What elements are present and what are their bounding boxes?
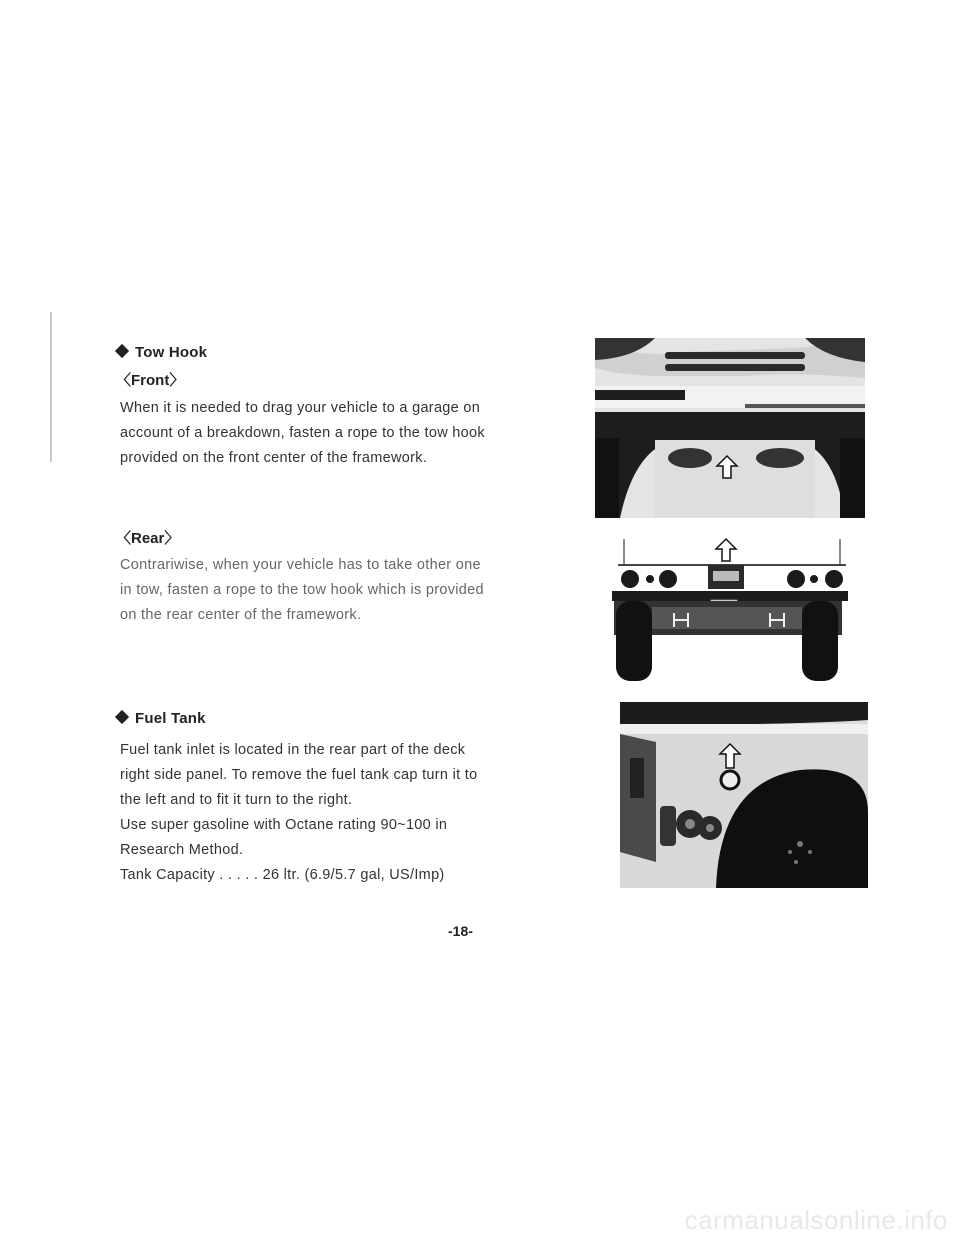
diamond-bullet-icon [115, 710, 129, 724]
fuel-line: Use super gasoline with Octane rating 90~100 in [120, 817, 448, 833]
front-line: provided on the front center of the framework. [120, 450, 428, 466]
front-line: When it is needed to drag your vehicle to a garage on [120, 400, 481, 416]
tow-hook-title: Tow Hook [135, 344, 208, 361]
page-number: -18- [448, 923, 473, 939]
front-paragraph [120, 396, 485, 471]
rear-line: in tow, fasten a rope to the tow hook which is provided [120, 582, 484, 598]
fuel-line: the left and to fit it turn to the right. [120, 792, 353, 808]
front-line: account of a breakdown, fasten a rope to the tow hook [120, 425, 485, 441]
fuel-line: right side panel. To remove the fuel tank cap turn it to [120, 767, 478, 783]
fuel-tank-paragraph [120, 738, 477, 888]
rear-subheading: 〈Rear〉 [116, 530, 180, 547]
watermark: carmanualsonline.info [684, 1205, 948, 1235]
fuel-line: Fuel tank inlet is located in the rear part of the deck [120, 742, 466, 758]
front-tow-hook-photo [595, 338, 865, 518]
rear-line: on the rear center of the framework. [120, 607, 362, 623]
scan-artifact-line [50, 312, 52, 462]
fuel-line: Tank Capacity . . . . . 26 ltr. (6.9/5.7 gal, US/Imp) [120, 867, 445, 883]
fuel-tank-heading [117, 710, 206, 727]
fuel-tank-photo [620, 702, 868, 888]
diamond-bullet-icon [115, 344, 129, 358]
rear-tow-hook-photo [592, 535, 864, 685]
front-subheading: 〈Front〉 [116, 372, 185, 389]
rear-paragraph [120, 553, 484, 628]
fuel-tank-title: Fuel Tank [135, 710, 206, 727]
rear-line: Contrariwise, when your vehicle has to take other one [120, 557, 481, 573]
fuel-line: Research Method. [120, 842, 244, 858]
tow-hook-heading [117, 344, 207, 361]
